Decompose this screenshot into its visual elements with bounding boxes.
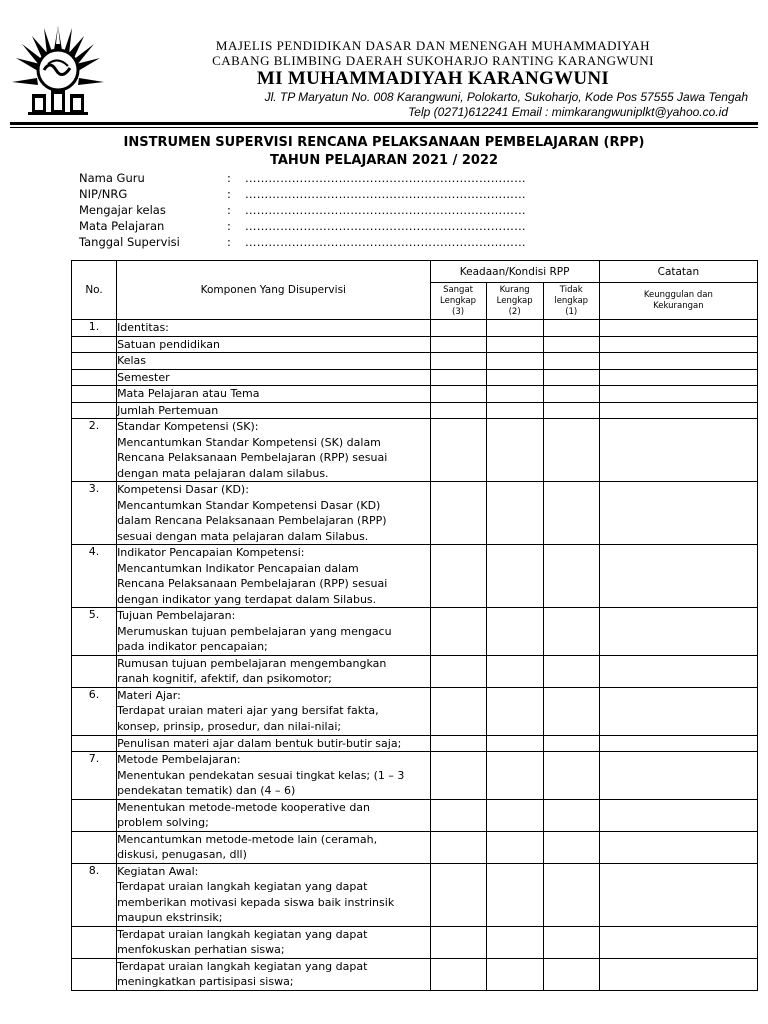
component-text: Tujuan Pembelajaran: <box>117 609 236 622</box>
table-row <box>72 386 758 403</box>
notes-cell[interactable] <box>599 320 757 337</box>
component-text: Terdapat uraian langkah kegiatan yang dapat <box>117 880 368 893</box>
notes-cell[interactable] <box>599 799 757 831</box>
info-row-nip <box>79 186 526 202</box>
rating-kurang-lengkap-cell[interactable] <box>486 386 543 403</box>
title-line2: TAHUN PELAJARAN 2021 / 2022 <box>269 153 499 168</box>
rating-sangat-lengkap-cell[interactable] <box>430 545 486 608</box>
rating-kurang-lengkap-cell[interactable] <box>486 831 543 863</box>
component-text: Kelas <box>117 354 147 367</box>
component-text: pendekatan tematik) dan (4 – 6) <box>117 784 296 797</box>
component-cell <box>117 958 430 990</box>
info-label: Mengajar kelas <box>79 203 166 217</box>
info-label: NIP/NRG <box>79 187 128 201</box>
header-text: Lengkap <box>496 295 533 306</box>
component-text: problem solving; <box>117 816 209 829</box>
rating-kurang-lengkap-cell[interactable] <box>486 482 543 545</box>
component-text: Mencantumkan Standar Kompetensi (SK) dalam <box>117 435 381 449</box>
notes-cell[interactable] <box>599 353 757 370</box>
component-text: meningkatkan partisipasi siswa; <box>117 975 294 988</box>
rating-tidak-lengkap-cell[interactable] <box>543 958 599 990</box>
header-condition: Keadaan/Kondisi RPP <box>430 261 599 283</box>
rating-kurang-lengkap-cell[interactable] <box>486 799 543 831</box>
notes-cell[interactable] <box>599 482 757 545</box>
notes-cell[interactable] <box>599 402 757 419</box>
rating-tidak-lengkap-cell[interactable] <box>543 608 599 656</box>
school-address: Jl. TP Maryatun No. 008 Karangwuni, Polokarto, Sukoharjo, Kode Pos 57555 Jawa Tengah <box>264 90 748 104</box>
table-row <box>72 831 758 863</box>
component-cell <box>117 608 430 656</box>
row-number <box>72 735 117 752</box>
component-text: Satuan pendidikan <box>117 337 220 351</box>
rating-kurang-lengkap-cell[interactable] <box>486 735 543 752</box>
rating-sangat-lengkap-cell[interactable] <box>430 799 486 831</box>
header-text: (3) <box>452 306 465 317</box>
component-cell <box>117 831 430 863</box>
letterhead-divider-thin <box>10 127 758 128</box>
rating-tidak-lengkap-cell[interactable] <box>543 863 599 926</box>
notes-cell[interactable] <box>599 336 757 353</box>
header-text: lengkap <box>554 295 589 306</box>
row-number: 6. <box>72 687 117 735</box>
component-text: Materi Ajar: <box>117 688 181 702</box>
rating-tidak-lengkap-cell[interactable] <box>543 752 599 800</box>
header-text: (1) <box>565 306 578 317</box>
row-number: 3. <box>72 482 117 545</box>
header-no: No. <box>72 261 117 320</box>
component-text: Mencantumkan Indikator Pencapaian dalam <box>117 561 359 575</box>
rating-kurang-lengkap-cell[interactable] <box>486 336 543 353</box>
component-text: Kegiatan Awal: <box>117 864 199 878</box>
component-text: Menentukan metode-metode kooperative dan <box>117 800 371 814</box>
letterhead-divider-thick <box>10 122 758 125</box>
header-text: Lengkap <box>440 295 477 306</box>
table-row <box>72 482 758 545</box>
component-text: Penulisan materi ajar dalam bentuk butir-butir saja; <box>117 736 402 750</box>
info-colon: : <box>227 171 231 185</box>
component-text: dengan mata pelajaran dalam silabus. <box>117 466 329 480</box>
table-row <box>72 402 758 419</box>
rating-sangat-lengkap-cell[interactable] <box>430 369 486 386</box>
component-text: Kompetensi Dasar (KD): <box>117 483 249 496</box>
header-sangat-lengkap <box>430 283 486 320</box>
rating-sangat-lengkap-cell[interactable] <box>430 752 486 800</box>
row-number: 1. <box>72 320 117 337</box>
component-text: Menentukan pendekatan sesuai tingkat kelas; (1 – 3 <box>117 768 405 782</box>
muhammadiyah-sun-logo <box>10 24 106 116</box>
rating-tidak-lengkap-cell[interactable] <box>543 482 599 545</box>
teacher-info <box>79 170 526 250</box>
row-number <box>72 831 117 863</box>
component-text: maupun ekstrinsik; <box>117 911 223 924</box>
component-text: konsep, prinsip, prosedur, dan nilai-nilai; <box>117 719 342 733</box>
rating-tidak-lengkap-cell[interactable] <box>543 402 599 419</box>
info-colon: : <box>227 235 231 249</box>
row-number <box>72 799 117 831</box>
table-row <box>72 799 758 831</box>
document-title <box>0 134 768 170</box>
rating-sangat-lengkap-cell[interactable] <box>430 926 486 958</box>
table-row <box>72 353 758 370</box>
info-label: Mata Pelajaran <box>79 219 165 233</box>
info-fill-line[interactable]: ……………………………………………………………… <box>245 203 526 217</box>
table-row <box>72 752 758 800</box>
component-cell <box>117 386 430 403</box>
info-colon: : <box>227 187 231 201</box>
header-notes: Catatan <box>599 261 757 283</box>
component-cell <box>117 402 430 419</box>
notes-cell[interactable] <box>599 386 757 403</box>
notes-cell[interactable] <box>599 545 757 608</box>
table-row <box>72 336 758 353</box>
letterhead-line2: CABANG BLIMBING DAERAH SUKOHARJO RANTING KARANGWUNI <box>212 53 654 68</box>
row-number <box>72 336 117 353</box>
notes-cell[interactable] <box>599 687 757 735</box>
component-text: Terdapat uraian langkah kegiatan yang dapat <box>117 927 368 941</box>
row-number <box>72 402 117 419</box>
rating-kurang-lengkap-cell[interactable] <box>486 608 543 656</box>
rating-sangat-lengkap-cell[interactable] <box>430 863 486 926</box>
table-row <box>72 545 758 608</box>
school-contact: Telp (0271)612241 Email : mimkarangwuniplkt@yahoo.co.id <box>408 105 728 119</box>
table-row <box>72 608 758 656</box>
component-text: Terdapat uraian materi ajar yang bersifat fakta, <box>117 704 379 717</box>
notes-cell[interactable] <box>599 419 757 482</box>
row-number <box>72 386 117 403</box>
table-row <box>72 419 758 482</box>
info-fill-line[interactable]: ……………………………………………………………… <box>245 235 526 249</box>
rating-kurang-lengkap-cell[interactable] <box>486 320 543 337</box>
table-row <box>72 655 758 687</box>
component-text: Terdapat uraian langkah kegiatan yang dapat <box>117 959 368 973</box>
rating-kurang-lengkap-cell[interactable] <box>486 752 543 800</box>
component-text: Jumlah Pertemuan <box>117 403 219 417</box>
row-number: 4. <box>72 545 117 608</box>
component-cell <box>117 336 430 353</box>
component-text: Standar Kompetensi (SK): <box>117 420 259 433</box>
component-text: Mata Pelajaran atau Tema <box>117 387 260 400</box>
info-colon: : <box>227 203 231 217</box>
header-text: Tidak <box>559 284 583 295</box>
component-cell <box>117 752 430 800</box>
component-cell <box>117 320 430 337</box>
rating-kurang-lengkap-cell[interactable] <box>486 655 543 687</box>
component-cell <box>117 353 430 370</box>
row-number <box>72 958 117 990</box>
row-number <box>72 655 117 687</box>
letterhead-line1: MAJELIS PENDIDIKAN DASAR DAN MENENGAH MUHAMMADIYAH <box>215 38 651 53</box>
notes-cell[interactable] <box>599 752 757 800</box>
letterhead <box>108 38 758 120</box>
rating-sangat-lengkap-cell[interactable] <box>430 608 486 656</box>
rating-tidak-lengkap-cell[interactable] <box>543 320 599 337</box>
rating-sangat-lengkap-cell[interactable] <box>430 336 486 353</box>
component-text: Rumusan tujuan pembelajaran mengembangkan <box>117 656 387 670</box>
component-text: Semester <box>117 370 170 384</box>
component-cell <box>117 735 430 752</box>
rating-tidak-lengkap-cell[interactable] <box>543 545 599 608</box>
component-cell <box>117 926 430 958</box>
component-cell <box>117 799 430 831</box>
header-kurang-lengkap <box>486 283 543 320</box>
row-number: 7. <box>72 752 117 800</box>
row-number: 2. <box>72 419 117 482</box>
table-row <box>72 369 758 386</box>
info-label: Nama Guru <box>79 171 145 185</box>
table-row <box>72 863 758 926</box>
rating-sangat-lengkap-cell[interactable] <box>430 655 486 687</box>
rating-kurang-lengkap-cell[interactable] <box>486 958 543 990</box>
rating-tidak-lengkap-cell[interactable] <box>543 336 599 353</box>
info-row-mapel <box>79 218 526 234</box>
component-text: memberikan motivasi kepada siswa baik instrinsik <box>117 895 395 909</box>
component-cell <box>117 545 430 608</box>
info-label: Tanggal Supervisi <box>79 235 180 249</box>
header-component: Komponen Yang Disupervisi <box>117 261 430 320</box>
info-fill-line[interactable]: ……………………………………………………………… <box>245 171 526 185</box>
row-number: 8. <box>72 863 117 926</box>
rating-kurang-lengkap-cell[interactable] <box>486 545 543 608</box>
title-line1: INSTRUMEN SUPERVISI RENCANA PELAKSANAAN PEMBELAJARAN (RPP) <box>123 135 645 150</box>
rating-kurang-lengkap-cell[interactable] <box>486 687 543 735</box>
component-text: Rencana Pelaksanaan Pembelajaran (RPP) sesuai <box>117 451 388 464</box>
info-fill-line[interactable]: ……………………………………………………………… <box>245 219 526 233</box>
table-row <box>72 926 758 958</box>
notes-cell[interactable] <box>599 608 757 656</box>
notes-cell[interactable] <box>599 369 757 386</box>
table-row <box>72 320 758 337</box>
row-number <box>72 369 117 386</box>
component-text: Rencana Pelaksanaan Pembelajaran (RPP) sesuai <box>117 577 388 590</box>
component-text: Indikator Pencapaian Kompetensi: <box>117 546 305 559</box>
component-text: ranah kognitif, afektif, dan psikomotor; <box>117 672 332 685</box>
component-text: menfokuskan perhatian siswa; <box>117 943 285 956</box>
rating-tidak-lengkap-cell[interactable] <box>543 687 599 735</box>
rating-kurang-lengkap-cell[interactable] <box>486 926 543 958</box>
info-row-nama-guru <box>79 170 526 186</box>
rating-tidak-lengkap-cell[interactable] <box>543 386 599 403</box>
row-number: 5. <box>72 608 117 656</box>
component-cell <box>117 369 430 386</box>
rating-tidak-lengkap-cell[interactable] <box>543 369 599 386</box>
notes-cell[interactable] <box>599 926 757 958</box>
header-text: (2) <box>508 306 521 317</box>
header-notes-sub <box>599 283 757 320</box>
rating-tidak-lengkap-cell[interactable] <box>543 926 599 958</box>
rating-sangat-lengkap-cell[interactable] <box>430 353 486 370</box>
component-text: Mencantumkan Standar Kompetensi Dasar (KD) <box>117 498 381 512</box>
notes-cell[interactable] <box>599 863 757 926</box>
rating-kurang-lengkap-cell[interactable] <box>486 353 543 370</box>
component-cell <box>117 419 430 482</box>
info-fill-line[interactable]: ……………………………………………………………… <box>245 187 526 201</box>
school-name: MI MUHAMMADIYAH KARANGWUNI <box>256 68 610 89</box>
row-number <box>72 926 117 958</box>
rating-sangat-lengkap-cell[interactable] <box>430 419 486 482</box>
rating-tidak-lengkap-cell[interactable] <box>543 735 599 752</box>
component-text: Identitas: <box>117 321 169 334</box>
rating-tidak-lengkap-cell[interactable] <box>543 799 599 831</box>
info-row-tanggal <box>79 234 526 250</box>
row-number <box>72 353 117 370</box>
component-text: dalam Rencana Pelaksanaan Pembelajaran (RPP) <box>117 514 387 527</box>
info-colon: : <box>227 219 231 233</box>
rating-sangat-lengkap-cell[interactable] <box>430 402 486 419</box>
table-row <box>72 958 758 990</box>
rating-tidak-lengkap-cell[interactable] <box>543 831 599 863</box>
rating-sangat-lengkap-cell[interactable] <box>430 687 486 735</box>
notes-cell[interactable] <box>599 735 757 752</box>
component-text: diskusi, penugasan, dll) <box>117 848 247 861</box>
component-cell <box>117 655 430 687</box>
component-cell <box>117 687 430 735</box>
rating-sangat-lengkap-cell[interactable] <box>430 482 486 545</box>
rating-kurang-lengkap-cell[interactable] <box>486 369 543 386</box>
notes-cell[interactable] <box>599 655 757 687</box>
component-cell <box>117 482 430 545</box>
component-cell <box>117 863 430 926</box>
component-text: Merumuskan tujuan pembelajaran yang mengacu <box>117 624 392 638</box>
notes-cell[interactable] <box>599 831 757 863</box>
rating-kurang-lengkap-cell[interactable] <box>486 402 543 419</box>
component-text: Mencantumkan metode-metode lain (ceramah, <box>117 832 378 846</box>
notes-cell[interactable] <box>599 958 757 990</box>
rating-kurang-lengkap-cell[interactable] <box>486 419 543 482</box>
component-text: dengan indikator yang terdapat dalam Silabus. <box>117 592 377 606</box>
info-row-kelas <box>79 202 526 218</box>
rating-tidak-lengkap-cell[interactable] <box>543 419 599 482</box>
rating-sangat-lengkap-cell[interactable] <box>430 958 486 990</box>
header-text: Sangat <box>443 284 473 295</box>
rating-kurang-lengkap-cell[interactable] <box>486 863 543 926</box>
rating-tidak-lengkap-cell[interactable] <box>543 353 599 370</box>
table-row <box>72 735 758 752</box>
component-text: pada indikator pencapaian; <box>117 640 268 653</box>
supervision-table <box>71 260 758 991</box>
header-text: Keunggulan dan <box>643 290 713 300</box>
rating-sangat-lengkap-cell[interactable] <box>430 831 486 863</box>
rating-sangat-lengkap-cell[interactable] <box>430 320 486 337</box>
rating-tidak-lengkap-cell[interactable] <box>543 655 599 687</box>
component-text: Metode Pembelajaran: <box>117 753 241 766</box>
rating-sangat-lengkap-cell[interactable] <box>430 386 486 403</box>
table-row <box>72 687 758 735</box>
header-text: Kekurangan <box>653 301 704 311</box>
component-text: sesuai dengan mata pelajaran dalam Silabus. <box>117 529 369 543</box>
header-text: Kurang <box>499 284 530 295</box>
header-tidak-lengkap <box>543 283 599 320</box>
rating-sangat-lengkap-cell[interactable] <box>430 735 486 752</box>
